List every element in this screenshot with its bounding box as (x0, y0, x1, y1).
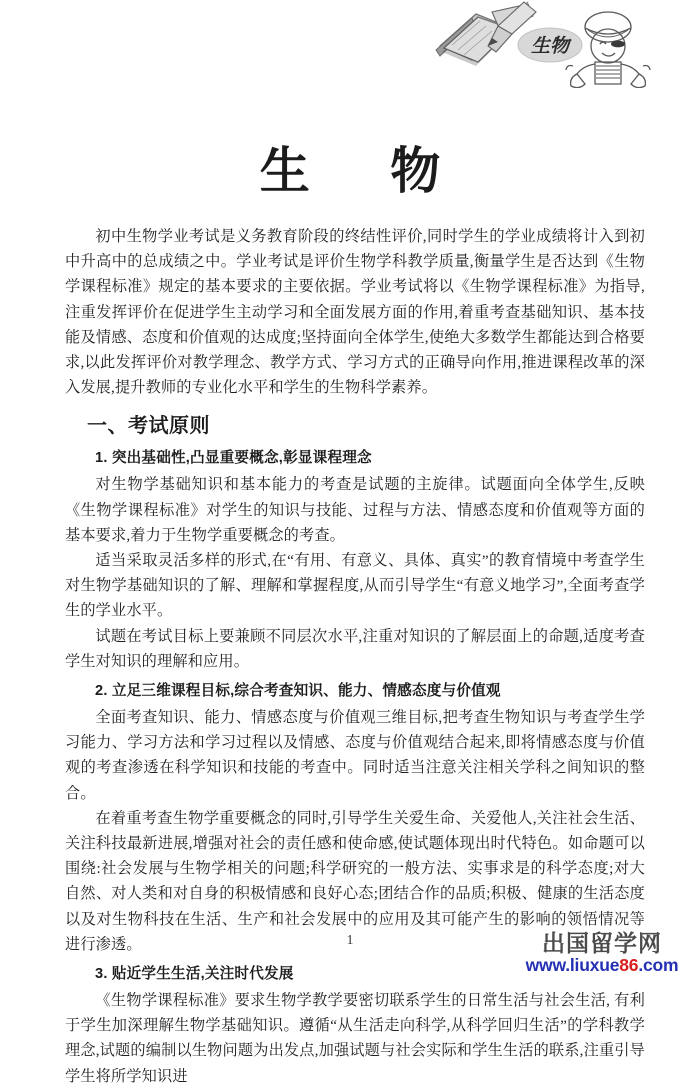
paragraph: 《生物学课程标准》要求生物学教学要密切联系学生的日常生活与社会生活, 有利于学生加深理解生物学基础知识。遵循“从生活走向科学,从科学回归生活”的学科教学理念,试题的编制以生物问题为出发点,加强试题与社会实际和学生生活的联系,注重引导学生将所学知识进 (65, 992, 645, 1085)
badge-label: 生物 (530, 36, 570, 57)
open-book-with-pencil-icon (436, 2, 536, 66)
watermark (512, 932, 692, 975)
watermark-url-prefix: www.liuxue (525, 955, 620, 975)
page-number: 1 (346, 933, 354, 948)
sub-heading-3: 3. 贴近学生生活,关注时代发展 (95, 966, 294, 983)
watermark-url-highlight: 86 (619, 955, 639, 975)
paragraph: 全面考查知识、能力、情感态度与价值观三维目标,把考查生物知识与考查学生学习能力、学习方法和学习过程以及情感、态度与价值观结合起来,即将情感态度与价值观的考查渗透在科学知识和技能的考查中。同时适当注意关注相关学科之间知识的整合。 (65, 709, 645, 802)
intro-paragraph: 初中生物学业考试是义务教育阶段的终结性评价,同时学生的学业成绩将计入到初中升高中的总成绩之中。学业考试是评价生物学科教学质量,衡量学生是否达到《生物学课程标准》规定的基本要求的主要依据。学业考试将以《生物学课程标准》为指导,注重发挥评价在促进学生主动学习和全面发展方面的作用,着重考查基础知识、基本技能及情感、态度和价值观的达成度;坚持面向全体学生,使绝大多数学生都能达到合格要求,以此发挥评价对教学理念、教学方式、学习方式的正确导向作用,推进课程改革的深入发展,提升教师的专业化水平和学生的生物科学素养。 (65, 228, 645, 397)
paragraph: 试题在考试目标上要兼顾不同层次水平,注重对知识的了解层面上的命题,适度考查学生对知识的理解和应用。 (65, 627, 645, 670)
watermark-site-name: 出国留学网 (542, 930, 662, 956)
section-heading-exam-principles: 一、考试原则 (87, 415, 210, 438)
page-header (0, 0, 700, 92)
watermark-url-suffix: .com (638, 955, 679, 975)
sub-heading-2: 2. 立足三维课程目标,综合考查知识、能力、情感态度与价值观 (95, 683, 501, 700)
subject-badge (518, 28, 582, 62)
paragraph: 在着重考查生物学重要概念的同时,引导学生关爱生命、关爱他人,关注社会生活、关注科技最新进展,增强对社会的责任感和使命感,使试题体现出时代特色。如命题可以围绕:社会发展与生物学相关的问题;科学研究的一般方法、实事求是的科学态度;对大自然、对人类和对自身的积极情感和良好心态;团结合作的品质;积极、健康的生活态度以及对生物科技在生活、生产和社会发展中的应用及其可能产生的影响的领悟情况等进行渗透。 (65, 809, 645, 953)
watermark-url (512, 957, 692, 975)
header-art-svg (432, 0, 662, 88)
paragraph: 对生物学基础知识和基本能力的考查是试题的主旋律。试题面向全体学生,反映《生物学课程标准》对学生的知识与技能、过程与方法、情感态度和价值观等方面的基本要求,着力于生物学重要概念的考查。 (65, 476, 645, 544)
sub-heading-1: 1. 突出基础性,凸显重要概念,彰显课程理念 (95, 450, 372, 467)
header-illustration (432, 0, 662, 88)
paragraph: 适当采取灵活多样的形式,在“有用、有意义、具体、真实”的教育情境中考查学生对生物学基础知识的了解、理解和掌握程度,从而引导学生“有意义地学习”,全面考查学生的学业水平。 (65, 552, 645, 620)
page-title: 生 物 (259, 143, 475, 199)
